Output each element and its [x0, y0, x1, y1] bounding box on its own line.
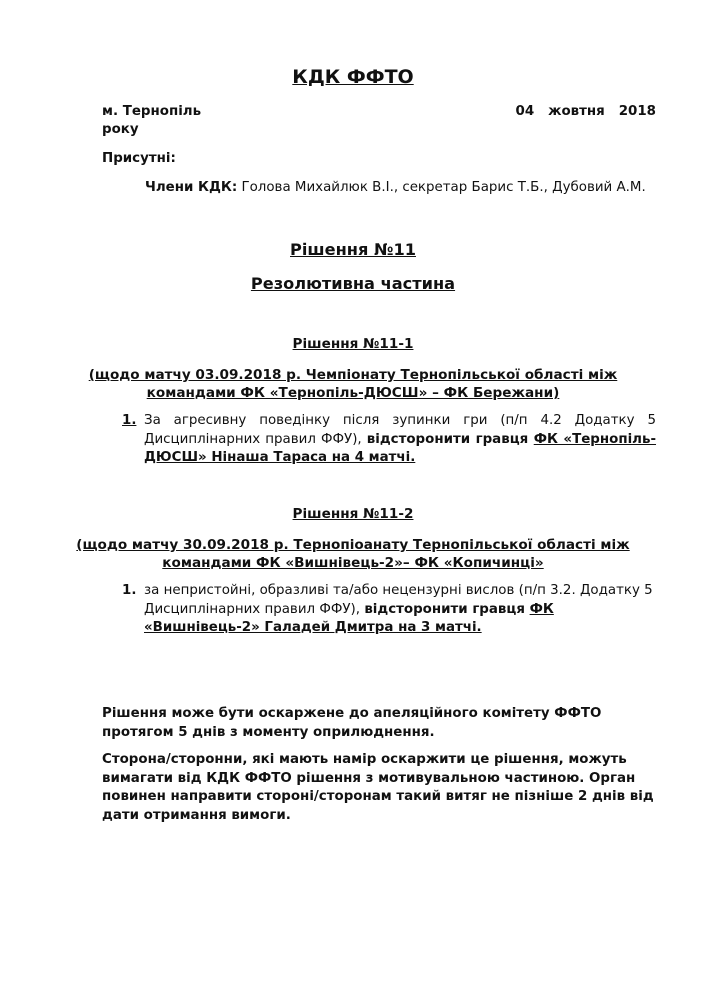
item-bold: відсторонити гравця — [366, 431, 534, 447]
date: 04 жовтня 2018 — [515, 104, 656, 119]
decision-11-1-item — [122, 412, 656, 468]
members-text: Голова Михайлюк В.І., секретар Барис Т.Б., Дубовий А.М. — [237, 180, 646, 195]
item-bold-underline: ФК «Вишнівець-2» Галадей Дмитра на 3 матчі. — [144, 601, 554, 635]
decision-11-1-title: Рішення №11-1 — [292, 336, 414, 352]
item-number: 1. — [122, 413, 137, 428]
item-text: за непристойні, образливі та/або нецензурні вислов (п/п 3.2. Додатку 5 Дисциплінарних правил ФФУ), — [144, 583, 653, 617]
item-text-block — [144, 582, 656, 638]
item-bold: відсторонити гравця — [364, 601, 530, 617]
commission-members — [145, 180, 646, 195]
item-bold-underline: ФК «Тернопіль-ДЮСШ» Нінаша Тараса на 4 матчі. — [144, 431, 657, 465]
appeal-paragraph-1: Рішення може бути оскаржене до апеляційного комітету ФФТО протягом 5 днів з моменту оприлюднення. — [102, 706, 602, 740]
item-number: 1. — [122, 583, 137, 598]
decision-11-1-match-line2: командами ФК «Тернопіль-ДЮСШ» – ФК Бережани) — [146, 385, 560, 401]
decision-11-1-match-line1: (щодо матчу 03.09.2018 р. Чемпіонату Тернопільської області між — [88, 367, 618, 383]
appeal-paragraph-2: Сторона/сторонни, які мають намір оскаржити це рішення, можуть вимагати від КДК ФФТО рішення з мотивувальною частиною. Орган повинен направити стороні/сторонам такий витяг не пізніше 2 днів від дати отримання вимоги. — [102, 752, 654, 823]
decision-subtitle: Резолютивна частина — [250, 274, 456, 293]
decision-11-2-title: Рішення №11-2 — [292, 506, 414, 522]
decision-11-2-item — [122, 582, 656, 638]
document-title: КДК ФФТО — [292, 66, 414, 88]
item-text-block — [144, 412, 656, 468]
present-label: Присутні: — [102, 151, 176, 166]
decision-title: Рішення №11 — [290, 240, 416, 259]
members-label: Члени КДК: — [145, 180, 238, 195]
year-word: року — [102, 122, 139, 137]
decision-11-2-match-line2: командами ФК «Вишнівець-2»– ФК «Копичинці» — [162, 555, 544, 571]
item-text: За агресивну поведінку після зупинки гри (п/п 4.2 Додатку 5 Дисциплінарних правил ФФУ), — [144, 413, 656, 447]
decision-11-2-match-line1: (щодо матчу 30.09.2018 р. Тернопіоанату Тернопільської області між — [76, 537, 630, 553]
city: м. Тернопіль — [102, 104, 202, 119]
